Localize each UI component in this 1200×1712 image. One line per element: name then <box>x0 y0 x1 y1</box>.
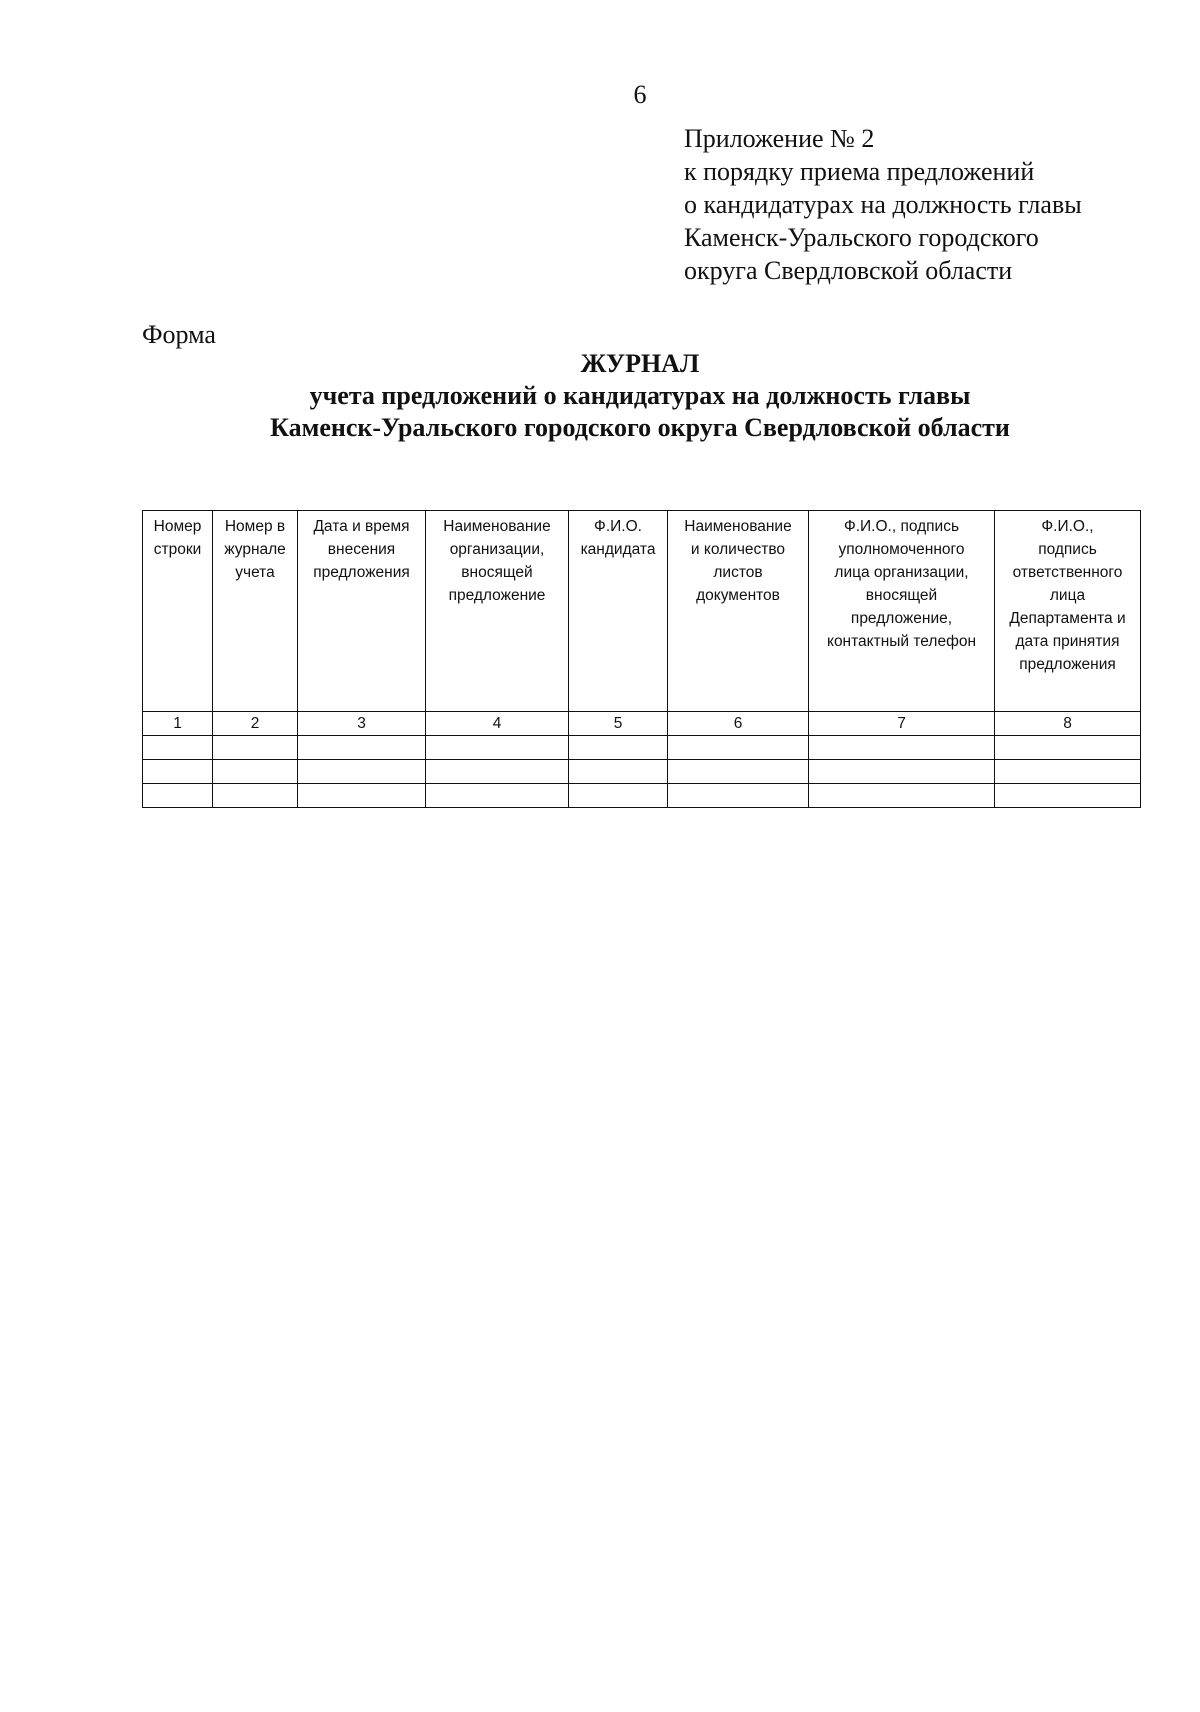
column-header-line: вносящей <box>461 564 533 581</box>
appendix-line: округа Свердловской области <box>684 256 1013 285</box>
column-header-line: организации, <box>449 541 545 558</box>
table-cell <box>569 784 668 808</box>
column-header-line: предложение <box>448 587 546 604</box>
column-header-line: учета <box>235 564 275 581</box>
column-number: 5 <box>569 712 668 736</box>
page-number: 6 <box>633 80 647 109</box>
column-header-line: предложения <box>313 564 410 581</box>
column-header-line: журнале <box>224 541 286 558</box>
table-cell <box>668 736 809 760</box>
column-header-line: контактный телефон <box>826 633 977 650</box>
column-number: 4 <box>426 712 569 736</box>
column-header-line: ответственного <box>1012 564 1123 581</box>
column-number-row <box>143 712 1141 736</box>
column-header-line: внесения <box>327 541 396 558</box>
table-cell <box>569 736 668 760</box>
table-cell <box>668 760 809 784</box>
table-body <box>143 712 1141 808</box>
appendix-line: к порядку приема предложений <box>684 157 1035 186</box>
column-header-line: Наименование <box>684 518 792 535</box>
column-header <box>426 511 569 712</box>
column-header-line: Ф.И.О., <box>1041 518 1094 535</box>
column-header-line: Номер <box>153 518 202 535</box>
column-header-line: кандидата <box>580 541 656 558</box>
table-row <box>143 784 1141 808</box>
column-header-line: уполномоченного <box>838 541 965 558</box>
column-header <box>213 511 298 712</box>
table-cell <box>213 736 298 760</box>
table-cell <box>426 736 569 760</box>
table-cell <box>995 760 1141 784</box>
table-cell <box>143 760 213 784</box>
column-number: 7 <box>809 712 995 736</box>
column-header-line: Наименование <box>443 518 551 535</box>
table-cell <box>298 760 426 784</box>
column-header-line: вносящей <box>865 587 938 604</box>
table-cell <box>809 736 995 760</box>
table-cell <box>569 760 668 784</box>
title-heading: ЖУРНАЛ <box>580 349 700 378</box>
column-header <box>298 511 426 712</box>
column-header <box>569 511 668 712</box>
column-header-line: Ф.И.О. <box>594 518 642 535</box>
column-header-line: лица <box>1049 587 1086 604</box>
table-cell <box>213 784 298 808</box>
column-header <box>668 511 809 712</box>
column-header-line: Номер в <box>224 518 286 535</box>
column-header-line: лица организации, <box>834 564 969 581</box>
column-header <box>143 511 213 712</box>
column-number: 6 <box>668 712 809 736</box>
table-cell <box>143 784 213 808</box>
appendix-block <box>684 122 1082 287</box>
column-header-line: Ф.И.О., подпись <box>843 518 960 535</box>
column-number: 8 <box>995 712 1141 736</box>
column-header <box>995 511 1141 712</box>
column-number: 2 <box>213 712 298 736</box>
table-cell <box>143 736 213 760</box>
column-header <box>809 511 995 712</box>
title-line: учета предложений о кандидатурах на должность главы <box>309 381 971 410</box>
column-number: 3 <box>298 712 426 736</box>
column-header-line: подпись <box>1038 541 1097 558</box>
table-cell <box>426 760 569 784</box>
table-cell <box>809 760 995 784</box>
table-cell <box>809 784 995 808</box>
column-header-line: и количество <box>690 541 786 558</box>
table-cell <box>298 784 426 808</box>
appendix-line: Каменск-Уральского городского <box>684 223 1039 252</box>
column-header-line: документов <box>696 587 780 604</box>
journal-table <box>142 510 1141 808</box>
column-header-line: листов <box>713 564 763 581</box>
table-row <box>143 736 1141 760</box>
document-title <box>130 348 1150 444</box>
column-header-line: предложения <box>1019 656 1116 673</box>
table-cell <box>426 784 569 808</box>
table-cell <box>995 736 1141 760</box>
table-cell <box>995 784 1141 808</box>
appendix-line: о кандидатурах на должность главы <box>684 190 1082 219</box>
column-header-line: Дата и время <box>313 518 410 535</box>
table-cell <box>213 760 298 784</box>
table-cell <box>668 784 809 808</box>
column-header-line: строки <box>153 541 202 558</box>
column-header-line: Департамента и <box>1009 610 1126 627</box>
appendix-line: Приложение № 2 <box>684 124 875 153</box>
table-cell <box>298 736 426 760</box>
table-header-row <box>143 511 1141 712</box>
title-line: Каменск-Уральского городского округа Свердловской области <box>270 413 1010 442</box>
column-number: 1 <box>143 712 213 736</box>
column-header-line: дата принятия <box>1015 633 1120 650</box>
table-row <box>143 760 1141 784</box>
form-label: Форма <box>142 320 216 349</box>
column-header-line: предложение, <box>850 610 953 627</box>
